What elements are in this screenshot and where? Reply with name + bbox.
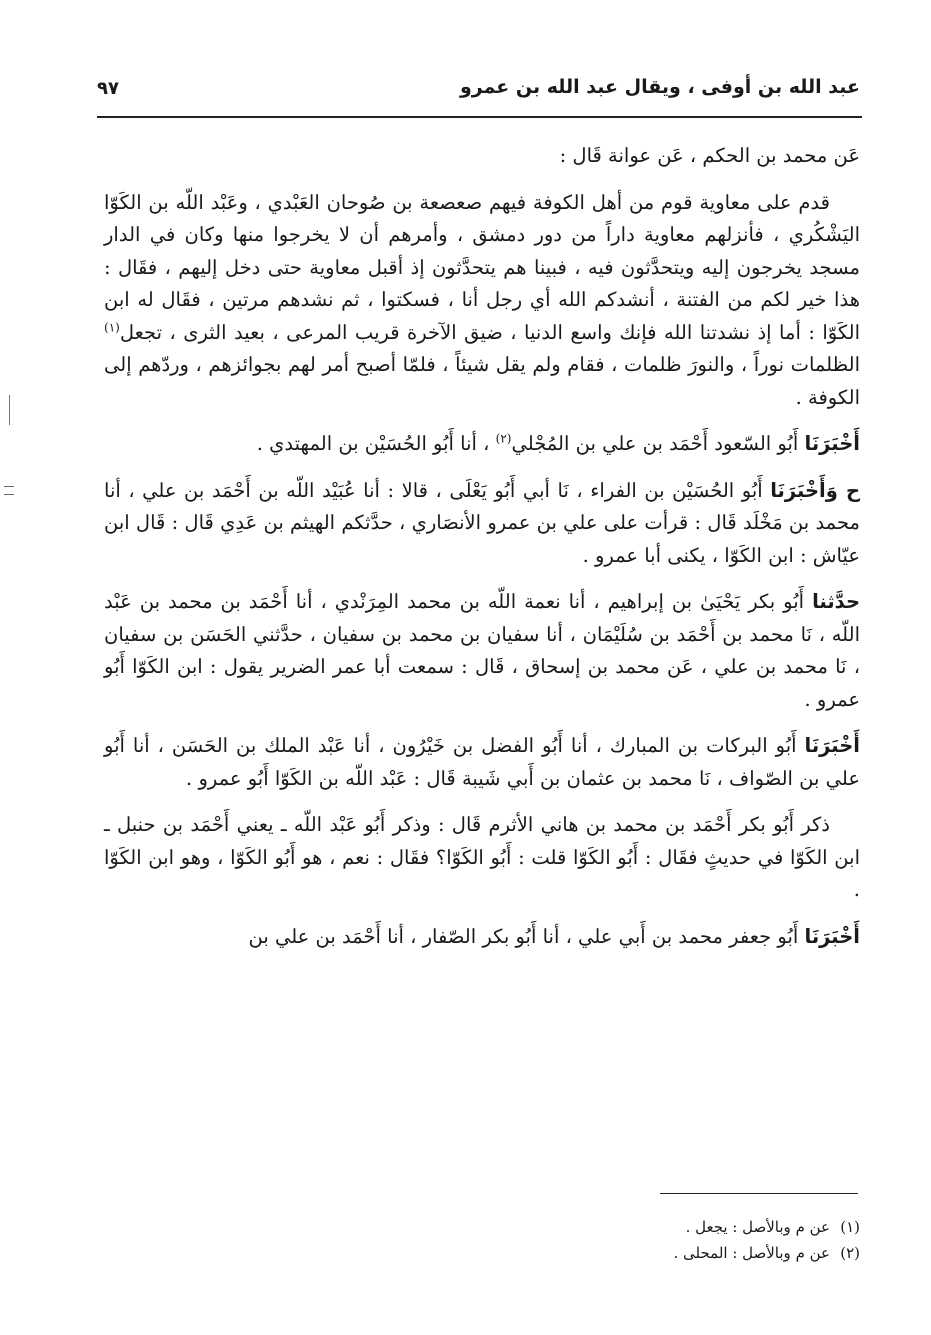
paragraph-3: [104, 428, 860, 461]
paragraph-3-lead: أَخْبَرَنَا: [804, 432, 860, 455]
scan-margin-tick: [4, 486, 14, 487]
paragraph-7-text: ذكر أَبُو بكر أَحْمَد بن محمد بن هاني الأثرم قَال : وذكر أَبُو عَبْد اللّه ـ يعني أَحْمَد بن حنبل ـ ابن الكَوّا في حديثٍ فقَال : أَبُو الكَوّا قلت : أَبُو الكَوّا؟ فقَال : نعم ، هو أَبُو الكَوّا ، وهو ابن الكَوّا .: [104, 813, 860, 901]
header-rule: [97, 116, 862, 118]
paragraph-6-text: أَبُو البركات بن المبارك ، أنا أَبُو الفضل بن خَيْرُون ، أنا عَبْد الملك بن الحَسَن ، أنا أَبُو علي بن الصّواف ، نَا محمد بن عثمان بن أَبي شَيبة قَال : عَبْد اللّه بن الكَوّا أَبُو عمرو .: [104, 734, 860, 790]
footnote-rule: [660, 1193, 858, 1194]
footnote-2-number: (٢): [840, 1244, 860, 1262]
footnote-1-number: (١): [840, 1218, 860, 1236]
paragraph-4-text: أَبُو الحُسَيْن بن الفراء ، نَا أبي أَبُو يَعْلَى ، قالا : أنا عُبَيْد اللّه بن أَحْمَد بن علي ، أنا محمد بن مَخْلَد قَال : قرأت على علي بن عمرو الأنصَاري ، حدَّثكم الهيثم بن عَدِي قَال : قَال ابن عيّاش : ابن الكَوّا ، يكنى أبا عمرو .: [104, 478, 860, 567]
paragraph-7: [104, 809, 860, 907]
paragraph-3-text-cont: ، أنا أَبُو الحُسَيْن بن المهتدي .: [256, 432, 496, 455]
paragraph-3-text: أَبُو السّعود أَحْمَد بن علي بن المُجْلي: [511, 432, 805, 455]
paragraph-4-lead: ح وَأَخْبَرَنَا: [770, 478, 860, 502]
paragraph-8-lead: أَخْبَرَنَا: [804, 924, 860, 948]
scan-margin-tick: [4, 494, 14, 495]
paragraph-5: [104, 586, 860, 716]
paragraph-6-lead: أَخْبَرَنَا: [804, 734, 860, 757]
paragraph-1-text: عَن محمد بن الحكم ، عَن عوانة قَال :: [559, 144, 860, 167]
footnote-ref-2: (٢): [495, 431, 512, 446]
paragraph-6: [104, 730, 860, 795]
paragraph-5-text: أَبُو بكر يَحْيَىٰ بن إبراهيم ، أنا نعمة اللّه بن محمد المِرَنْدي ، أنا أَحْمَد بن محمد بن عَبْد اللّه ، نَا محمد بن أَحْمَد بن سُلَيْمَان ، أنا سفيان بن محمد بن سفيان ، حدَّثني الحَسَن بن سفيان ، نَا محمد بن علي ، عَن محمد بن إسحاق ، قَال : سمعت أبا عمر الضرير يقول : ابن الكَوّا أَبُو عمرو .: [104, 590, 860, 711]
footnote-2: [500, 1240, 860, 1266]
paragraph-4: [104, 475, 860, 573]
footnotes: [500, 1214, 860, 1266]
paragraph-8-text: أَبُو جعفر محمد بن أَبي علي ، أنا أَبُو بكر الصّفار ، أنا أَحْمَد بن علي بن: [248, 924, 805, 948]
paragraph-5-lead: حدَّثنا: [812, 590, 860, 613]
paragraph-2-text: قدم على معاوية قوم من أهل الكوفة فيهم صعصعة بن صُوحان العَبْدي ، وعَبْد اللّه بن الكَوّا اليَشْكُري ، فأنزلهم معاوية داراً من دور دمشق ، وأمرهم أن لا يخرجوا منها وكان في الدار مسجد يخرجون إليه ويتحدَّثون فيه ، فبينا هم يتحدَّثون إذ أقبل معاوية حتى دخل إليهم ، فقَال : هذا خير لكم من الفتنة ، أنشدكم الله أي رجل أنا ، فسكتوا ، ثم نشدهم مرتين ، فقَال له ابن الكَوّا : أما إذ نشدتنا الله فإنك واسع الدنيا ، ضيق الآخرة قريب المرعى ، بعيد الثرى ، تجعل: [104, 190, 860, 344]
paragraph-1: [104, 140, 860, 173]
paragraph-2: [104, 187, 860, 415]
paragraph-2-text-cont: الظلمات نوراً ، والنورَ ظلمات ، فقام ولم يقل شيئاً ، فلمّا أصبح أمر لهم بجوائزهم ، وردّهم إلى الكوفة .: [104, 353, 860, 409]
footnote-1: [500, 1214, 860, 1240]
body-text: [104, 140, 860, 967]
scan-margin-mark: [9, 395, 10, 425]
page-number: ٩٧: [97, 78, 119, 99]
footnote-2-text: عن م وبالأصل : المحلى .: [673, 1244, 830, 1262]
running-title: عبد الله بن أوفى ، ويقال عبد الله بن عمرو: [459, 76, 860, 98]
page-header: [97, 72, 860, 112]
footnote-ref-1: (١): [104, 320, 120, 334]
footnote-1-text: عن م وبالأصل : يجعل .: [685, 1218, 830, 1236]
paragraph-8: [104, 921, 860, 954]
